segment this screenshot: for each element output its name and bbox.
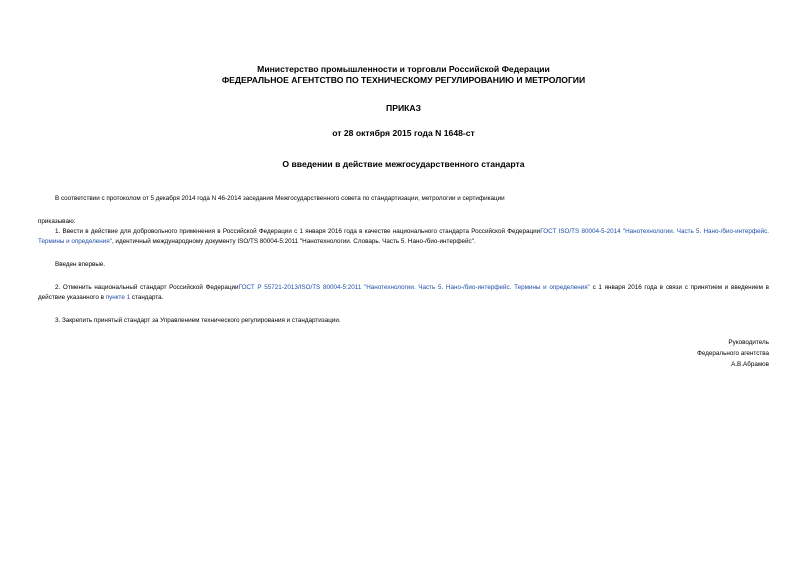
item-3-paragraph: 3. Закрепить принятый стандарт за Управлением технического регулирования и стандартизации. (55, 317, 341, 324)
document-page (38, 64, 769, 369)
item-2-paragraph (38, 283, 769, 303)
order-title: ПРИКАЗ (386, 103, 421, 113)
order-subject: О введении в действие межгосударственного стандарта (282, 159, 525, 169)
intro-paragraph: В соответствии с протоколом от 5 декабря 2014 года N 46-2014 заседания Межгосударственного совета по стандартизации, метрологии и сертификации (55, 195, 505, 202)
first-introduced-note: Введен впервые. (55, 261, 106, 268)
agency-line: ФЕДЕРАЛЬНОЕ АГЕНТСТВО ПО ТЕХНИЧЕСКОМУ РЕГУЛИРОВАНИЮ И МЕТРОЛОГИИ (221, 75, 586, 85)
clause-1-link[interactable]: пункте 1 (105, 294, 131, 301)
signature-organization: Федерального агентства (697, 350, 769, 358)
gost-iso-ts-80004-5-2014-link[interactable]: ГОСТ ISO/TS 80004-5-2014 "Нанотехнологии. Часть 5. Нано-/био-интерфейс. Термины и определения" (38, 228, 769, 245)
signature-name: А.В.Абрамов (731, 361, 769, 369)
item-1-text-start: 1. Ввести в действие для добровольного применения в Российской Федерации с 1 января 2016 года в качестве национального стандарта Российской Федерации (55, 228, 541, 235)
signature-title: Руководитель (728, 339, 769, 346)
signature-block (697, 337, 769, 371)
order-date-number: от 28 октября 2015 года N 1648-ст (332, 128, 475, 138)
item-2-text-middle: с 1 января 2016 года в связи с принятием и введением в действие указанного в (38, 284, 769, 301)
gost-r-55721-2013-link[interactable]: ГОСТ Р 55721-2013/ISO/TS 80004-5:2011 "Нанотехнологии. Часть 5. Нано-/био-интерфейс. Термины и определения" (238, 284, 590, 291)
ministry-line: Министерство промышленности и торговли Российской Федерации (257, 64, 550, 74)
item-2-text-start: 2. Отменить национальный стандарт Российской Федерации (55, 284, 239, 291)
item-1-paragraph (38, 227, 769, 247)
item-1-text-end: , идентичный международному документу ISO/TS 80004-5:2011 "Нанотехнологии. Словарь. Часть 5. Нано-/био-интерфейс". (111, 238, 476, 245)
order-word: приказываю: (38, 218, 76, 225)
item-2-text-end: стандарта. (130, 294, 164, 301)
